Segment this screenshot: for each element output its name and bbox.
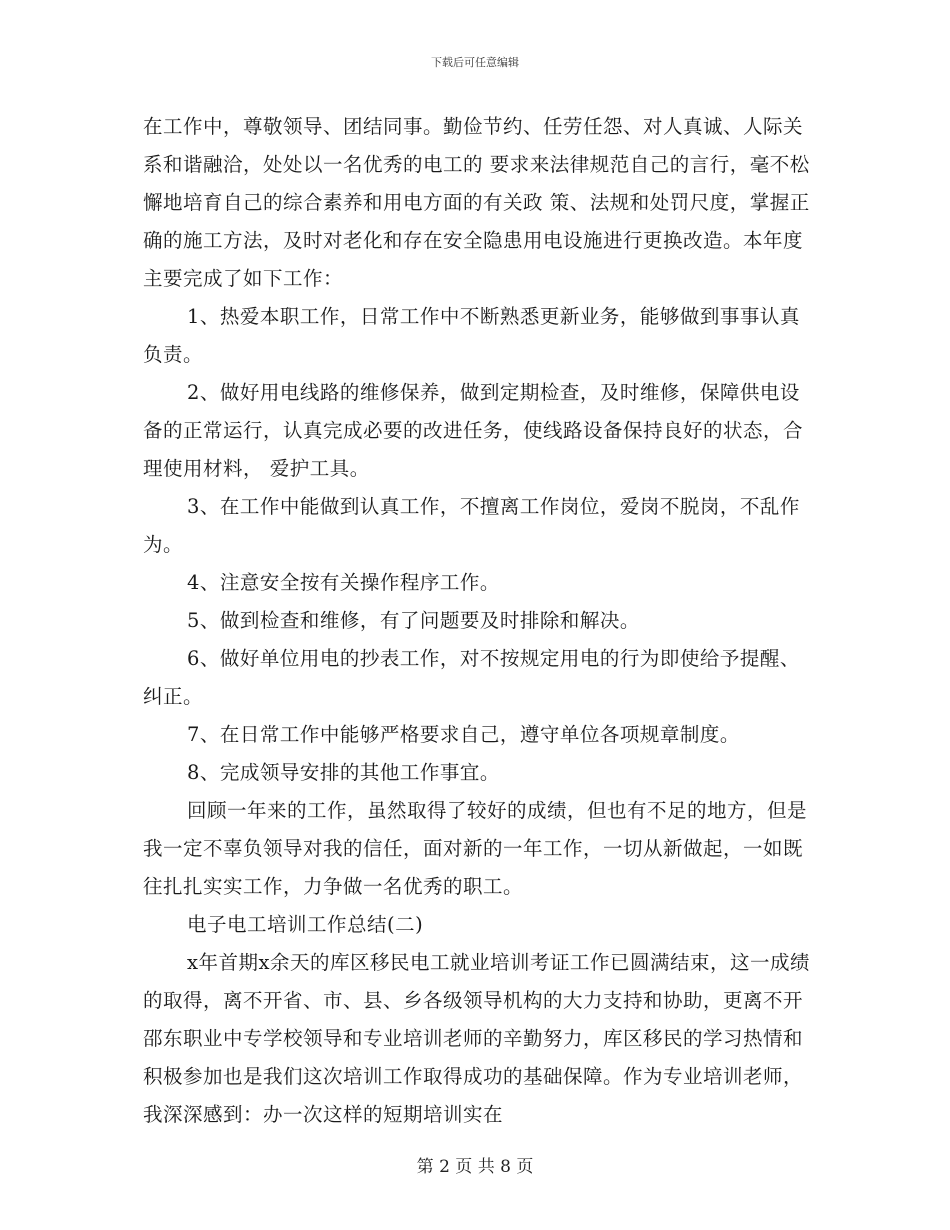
list-item-8: 8、完成领导安排的其他工作事宜。 xyxy=(187,761,500,784)
page-header-note: 下载后可任意编辑 xyxy=(431,56,519,69)
list-item-5: 5、做到检查和维修，有了问题要及时排除和解决。 xyxy=(187,609,640,632)
list-item-2: 2、做好用电线路的维修保养，做到定期检查，及时维修，保障供电设备的正常运行，认真完成必要的改进任务，使线路设备保持良好的状态，合理使用材料， 爱护工具。 xyxy=(143,381,804,480)
list-item-7: 7、在日常工作中能够严格要求自己，遵守单位各项规章制度。 xyxy=(187,723,740,746)
paragraph-training: x年首期x余天的库区移民电工就业培训考证工作已圆满结束，这一成绩的取得，离不开省、市、县、乡各级领导机构的大力支持和协助，更离不开邵东职业中专学校领导和专业培训老师的辛勤努力，库区移民的学习热情和积极参加也是我们这次培训工作取得成功的基础保障。作为专业培训老师，我深深感到：办一次这样的短期培训实在 xyxy=(143,951,810,1126)
paragraph-intro: 在工作中，尊敬领导、团结同事。勤俭节约、任劳任怨、对人真诚、人际关系和谐融洽，处处以一名优秀的电工的 要求来法律规范自己的言行，毫不松懈地培育自己的综合素养和用电方面的有关政 策、法规和处罚尺度，掌握正确的施工方法，及时对老化和存在安全隐患用电设施进行更换改造。本年度主要完成了如下工作： xyxy=(143,115,810,290)
section-heading: 电子电工培训工作总结(二) xyxy=(187,913,424,936)
list-item-6: 6、做好单位用电的抄表工作，对不按规定用电的行为即使给予提醒、纠正。 xyxy=(143,647,800,708)
paragraph-review: 回顾一年来的工作，虽然取得了较好的成绩，但也有不足的地方，但是我一定不辜负领导对我的信任，面对新的一年工作，一切从新做起，一如既往扎扎实实工作，力争做一名优秀的职工。 xyxy=(143,799,808,898)
document-body xyxy=(143,108,813,1134)
list-item-1: 1、热爱本职工作，日常工作中不断熟悉更新业务，能够做到事事认真负责。 xyxy=(143,305,800,366)
page-number: 第 2 页 共 8 页 xyxy=(416,1157,534,1177)
list-item-4: 4、注意安全按有关操作程序工作。 xyxy=(187,571,500,594)
list-item-3: 3、在工作中能做到认真工作，不擅离工作岗位，爱岗不脱岗，不乱作为。 xyxy=(143,495,800,556)
